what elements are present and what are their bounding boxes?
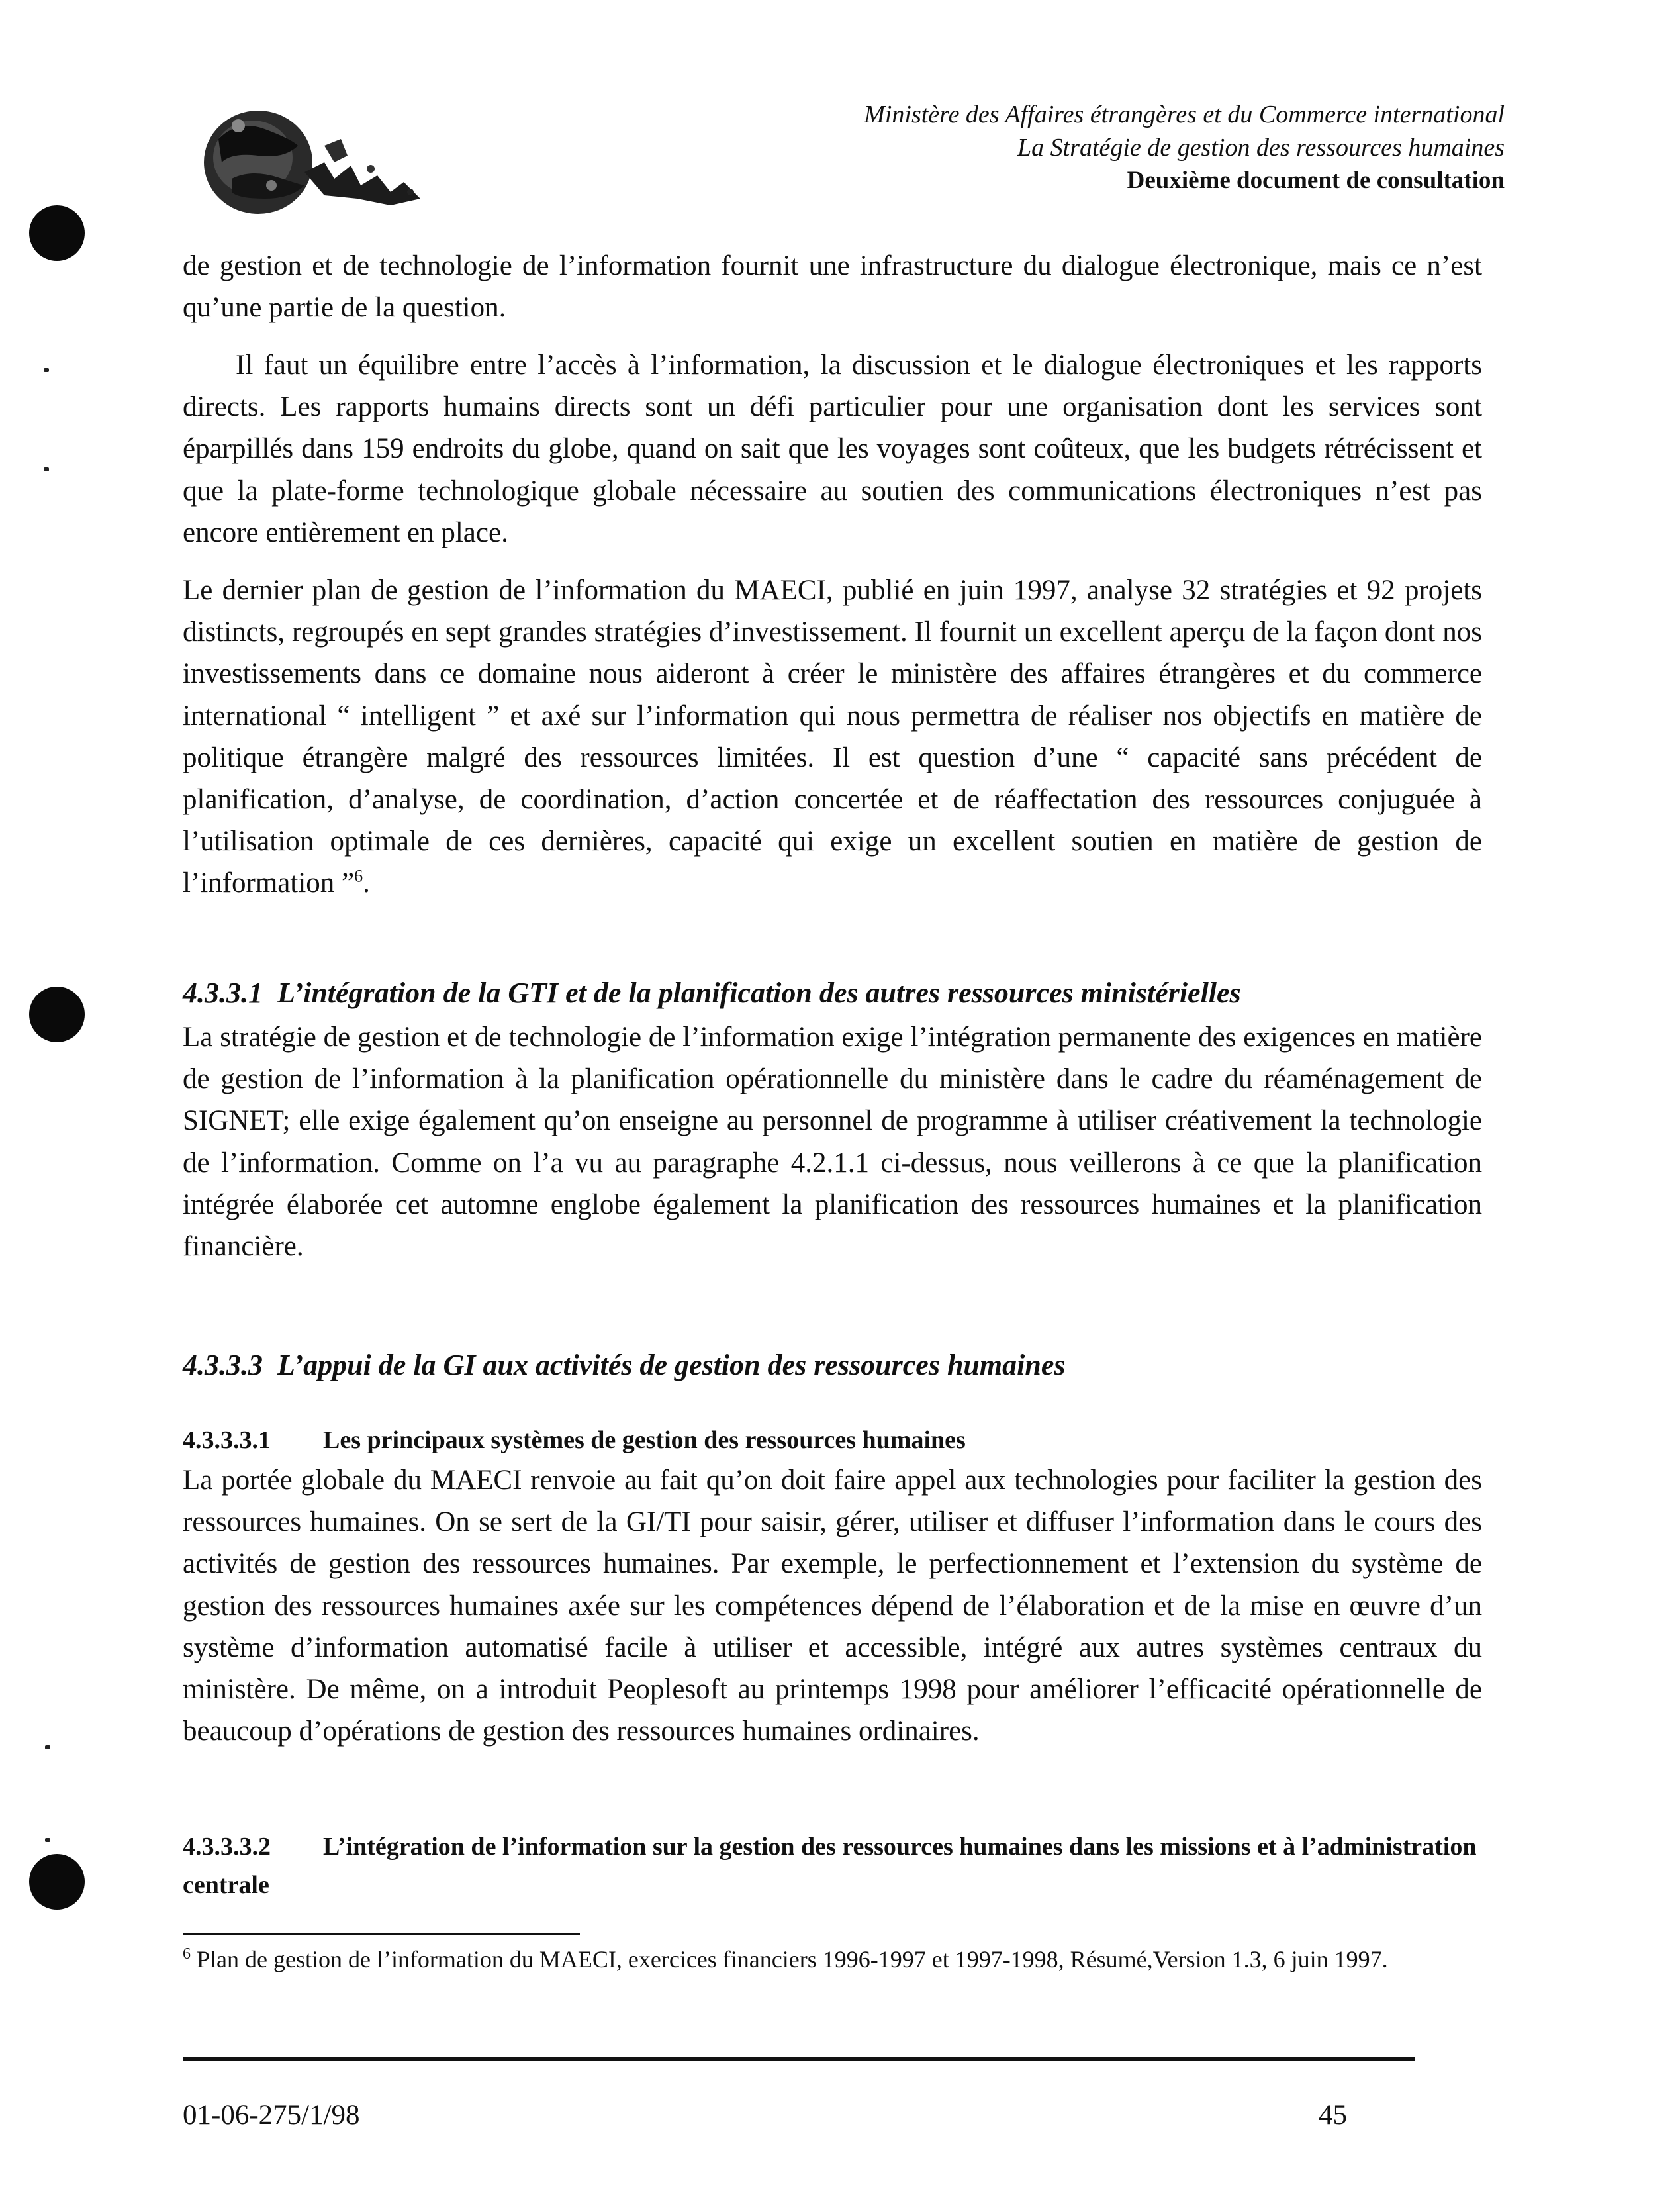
section-number: 4.3.3.1 bbox=[183, 977, 263, 1009]
footnote bbox=[183, 1941, 1482, 1977]
paragraph-text: La stratégie de gestion et de technologie de l’information exige l’intégration permanente des exigences en matière de gestion de l’information à la planification opérationnelle du ministère dans le cadre du réaménagement de SIGNET; elle exige également qu’on enseigne au personnel de programme à utiliser créativement la technologie de l’information. Comme on l’a vu au paragraphe 4.2.1.1 ci-dessus, nous veillerons à ce que la planification intégrée élaborée cet automne englobe également la planification des ressources humaines et la planification financière. bbox=[183, 1022, 1482, 1263]
subsection-heading-4-3-3-3-1 bbox=[183, 1421, 1482, 1459]
paragraph-text: de gestion et de technologie de l’information fournit une infrastructure du dialogue électronique, mais ce n’est qu’une partie de la question. bbox=[183, 250, 1482, 324]
footnote-separator bbox=[183, 1933, 580, 1935]
globe-emblem-icon bbox=[192, 99, 450, 232]
section-heading-4-3-3-3 bbox=[183, 1345, 1065, 1385]
body-paragraph-information-plan bbox=[183, 569, 1482, 904]
subsection-number: 4.3.3.3.1 bbox=[183, 1426, 271, 1454]
page-number: 45 bbox=[1319, 2100, 1347, 2131]
document-header bbox=[512, 98, 1505, 197]
section-number: 4.3.3.3 bbox=[183, 1349, 263, 1381]
subsection-title: L’intégration de l’information sur la gestion des ressources humaines dans les missions et à l’administration centrale bbox=[183, 1833, 1477, 1899]
footnote-reference: 6 bbox=[354, 867, 363, 887]
paragraph-end-punctuation: . bbox=[363, 867, 370, 899]
subsection-title: Les principaux systèmes de gestion des ressources humaines bbox=[323, 1426, 966, 1454]
body-paragraph-balance bbox=[183, 344, 1482, 554]
paragraph-text bbox=[183, 569, 1482, 904]
paragraph-body: Le dernier plan de gestion de l’information du MAECI, publié en juin 1997, analyse 32 stratégies et 92 projets distincts, regroupés en sept grandes stratégies d’investissement. Il fournit un excellent aperçu de la façon dont nos investissements dans ce domaine nous aideront à créer le ministère des affaires étrangères et du commerce international “ intelligent ” et axé sur l’information qui nous permettra de réaliser nos objectifs en matière de politique étrangère malgré des ressources limitées. Il est question d’une “ capacité sans précédent de planification, d’analyse, de coordination, d’action concertée et de réaffectation des ressources conjuguée à l’utilisation optimale de ces dernières, capacité qui exige un excellent soutien en matière de gestion de l’information ” bbox=[183, 575, 1482, 899]
footer-rule bbox=[183, 2057, 1415, 2061]
punch-hole-bottom bbox=[29, 1854, 85, 1910]
subsection-number: 4.3.3.3.2 bbox=[183, 1833, 271, 1861]
punch-hole-top bbox=[29, 205, 85, 261]
footnote-number: 6 bbox=[183, 1945, 191, 1963]
paragraph-text: La portée globale du MAECI renvoie au fait qu’on doit faire appel aux technologies pour faciliter la gestion des ressources humaines. On se sert de la GI/TI pour saisir, gérer, utiliser et diffuser l’information dans le cours des activités de gestion des ressources humaines. Par exemple, le perfectionnement et l’extension du système de gestion des ressources humaines axée sur les compétences dépend de l’élaboration et de la mise en œuvre d’un système d’information automatisé facile à utiliser et accessible, intégré aux autres systèmes centraux du ministère. De même, on a introduit Peoplesoft au printemps 1998 pour améliorer l’efficacité opérationnelle de beaucoup d’opérations de gestion des ressources humaines ordinaires. bbox=[183, 1465, 1482, 1747]
body-paragraph-hr-systems bbox=[183, 1459, 1482, 1752]
paragraph-text: Il faut un équilibre entre l’accès à l’information, la discussion et le dialogue électroniques et les rapports directs. Les rapports humains directs sont un défi particulier pour une organisation dont les services sont éparpillés dans 159 endroits du globe, quand on sait que les voyages sont coûteux, que les budgets rétrécissent et que la plate-forme technologique globale nécessaire au soutien des communications électroniques n’est pas encore entièrement en place. bbox=[183, 350, 1482, 548]
subsection-heading-4-3-3-3-2 bbox=[183, 1827, 1482, 1904]
body-paragraph-continued bbox=[183, 245, 1482, 328]
scan-speck bbox=[44, 467, 49, 471]
scan-speck bbox=[45, 1838, 50, 1842]
punch-hole-middle bbox=[29, 987, 85, 1042]
body-paragraph-gti-integration bbox=[183, 1016, 1482, 1267]
section-title: L’appui de la GI aux activités de gestion des ressources humaines bbox=[277, 1349, 1066, 1381]
scan-speck bbox=[45, 1745, 50, 1749]
header-ministry: Ministère des Affaires étrangères et du Commerce international bbox=[864, 101, 1505, 128]
footnote-text: Plan de gestion de l’information du MAECI, exercices financiers 1996-1997 et 1997-1998, Résumé,Version 1.3, 6 juin 1997. bbox=[197, 1946, 1388, 1972]
section-heading-4-3-3-1 bbox=[183, 973, 1241, 1013]
scan-speck bbox=[44, 368, 49, 372]
section-title: L’intégration de la GTI et de la planification des autres ressources ministérielles bbox=[277, 977, 1241, 1009]
header-strategy-title: La Stratégie de gestion des ressources humaines bbox=[1017, 134, 1505, 162]
header-document-label: Deuxième document de consultation bbox=[1127, 167, 1505, 194]
document-code: 01-06-275/1/98 bbox=[183, 2100, 360, 2131]
